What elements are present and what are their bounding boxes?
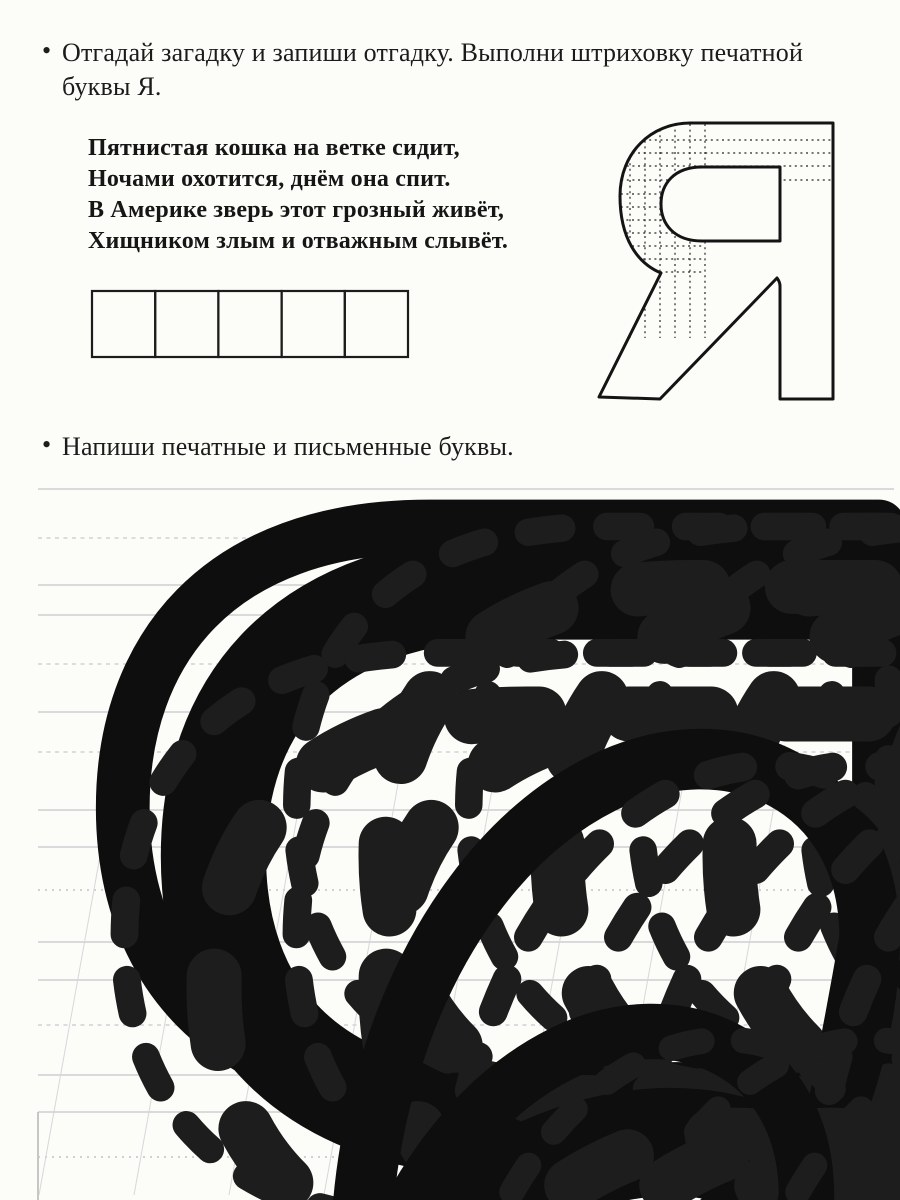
big-letter-counter <box>661 167 780 241</box>
bullet-icon: • <box>42 36 52 65</box>
task-1-line-1: Отгадай загадку и запиши отгадку. Выполни штриховку печатной <box>62 38 804 67</box>
task-1-text <box>62 36 803 104</box>
task-2 <box>42 430 872 464</box>
practice-letters <box>123 527 900 1200</box>
bullet-icon: • <box>42 430 52 459</box>
task-2-text: Напиши печатные и письменные буквы. <box>62 432 514 461</box>
answer-cell[interactable] <box>92 291 155 357</box>
answer-cell[interactable] <box>282 291 345 357</box>
big-letter-outline <box>599 123 833 399</box>
answer-cell[interactable] <box>345 291 408 357</box>
hatch-grid <box>604 124 836 338</box>
riddle-line-2: Ночами охотится, днём она спит. <box>88 166 451 192</box>
riddle-line-3: В Америке зверь этот грозный живёт, <box>88 197 505 223</box>
riddle <box>88 133 608 257</box>
task-1-line-2: буквы Я. <box>62 72 162 101</box>
task-1 <box>42 36 872 104</box>
riddle-line-4: Хищником злым и отважным слывёт. <box>88 228 509 254</box>
page-gutter-line <box>37 1112 39 1200</box>
answer-boxes <box>92 291 408 357</box>
riddle-line-1: Пятнистая кошка на ветке сидит, <box>88 135 460 161</box>
answer-cell[interactable] <box>155 291 218 357</box>
hatch-letter-artwork <box>599 123 836 399</box>
answer-cell[interactable] <box>218 291 281 357</box>
